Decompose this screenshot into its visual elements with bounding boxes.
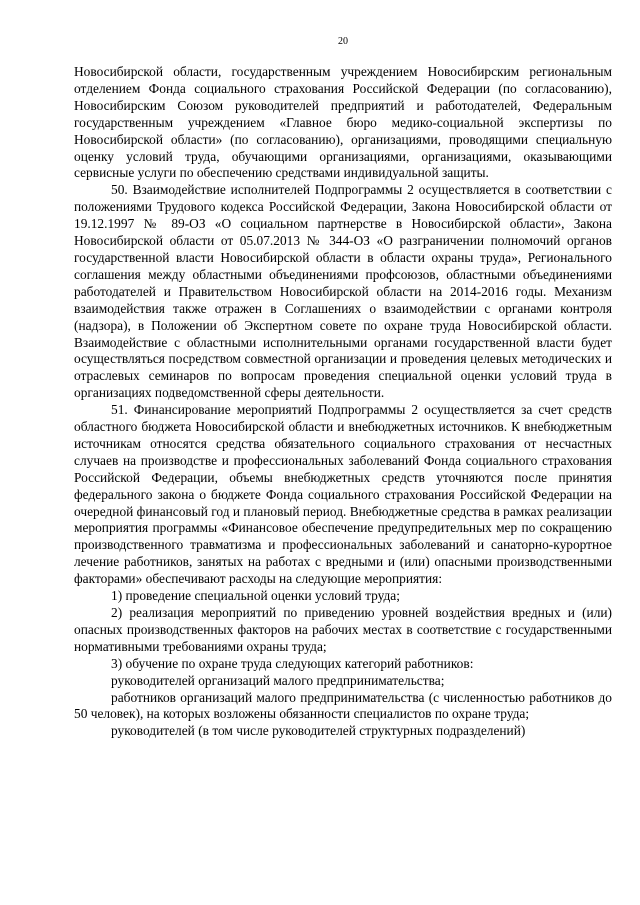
list-item-3: 3) обучение по охране труда следующих категорий работников: (111, 655, 474, 671)
sub-item-workers: работников организаций малого предпринимательства (с численностью работников до 50 человек), на которых возложены обязанности специалистов по охране труда; (74, 689, 612, 722)
paragraph-51: 51. Финансирование мероприятий Подпрограммы 2 осуществляется за счет средств областного бюджета Новосибирской области и внебюджетных источников. К внебюджетным источникам относятся средства обязательного социального страхования от несчастных случаев на производстве и профессиональных заболеваний Фонда социального страхования Российской Федерации, объемы внебюджетных средств уточняются после принятия федерального закона о бюджете Фонда социального страхования Российской Федерации на очередной финансовый год и плановый период. Внебюджетные средства в рамках реализации мероприятия программы «Финансовое обеспечение предупредительных мер по сокращению производственного травматизма и профессиональных заболеваний и санаторно-курортное лечение работников, занятых на работах с вредными и (или) опасными производственными факторами» обеспечивают расходы на следующие мероприятия: (74, 402, 612, 587)
document-body (74, 64, 612, 740)
list-item-1: 1) проведение специальной оценки условий труда; (111, 588, 400, 604)
sub-item-heads: руководителей (в том числе руководителей структурных подразделений) (111, 723, 526, 739)
document-page (74, 36, 612, 740)
list-item-2: 2) реализация мероприятий по приведению уровней воздействия вредных и (или) опасных производственных факторов на рабочих местах в соответствие с государственными нормативными требованиями охраны труда; (74, 605, 612, 654)
paragraph-continuation: Новосибирской области, государственным учреждением Новосибирским региональным отделением Фонда социального страхования Российской Федерации (по согласованию), Новосибирским Союзом руководителей предприятий и работодателей, Федеральным государственным учреждением «Главное бюро медико-социальной экспертизы по Новосибирской области» (по согласованию), организациями, проводящими специальную оценку условий труда, обучающими организациями, организациями, оказывающими сервисные услуги по обеспечению средствами индивидуальной защиты. (74, 64, 612, 181)
paragraph-50: 50. Взаимодействие исполнителей Подпрограммы 2 осуществляется в соответствии с положениями Трудового кодекса Российской Федерации, Закона Новосибирской области от 19.12.1997 № 89-ОЗ «О социальном партнерстве в Новосибирской области», Закона Новосибирской области от 05.07.2013 № 344-ОЗ «О разграничении полномочий органов государственной власти Новосибирской области в области охраны труда», Регионального соглашения между областными объединениями профсоюзов, областными объединениями работодателей и Правительством Новосибирской области на 2014-2016 годы. Механизм взаимодействия также отражен в Соглашениях о взаимодействии с органами контроля (надзора), в Положении об Экспертном совете по охране труда Новосибирской области. Взаимодействие с областными исполнительными органами государственной власти будет осуществляться посредством совместной организации и проведения целевых методических и отраслевых семинаров по вопросам проведения специальной оценки условий труда в организациях подведомственной сферы деятельности. (74, 182, 612, 401)
sub-item-managers: руководителей организаций малого предпринимательства; (111, 672, 445, 688)
page-number: 20 (338, 36, 348, 47)
